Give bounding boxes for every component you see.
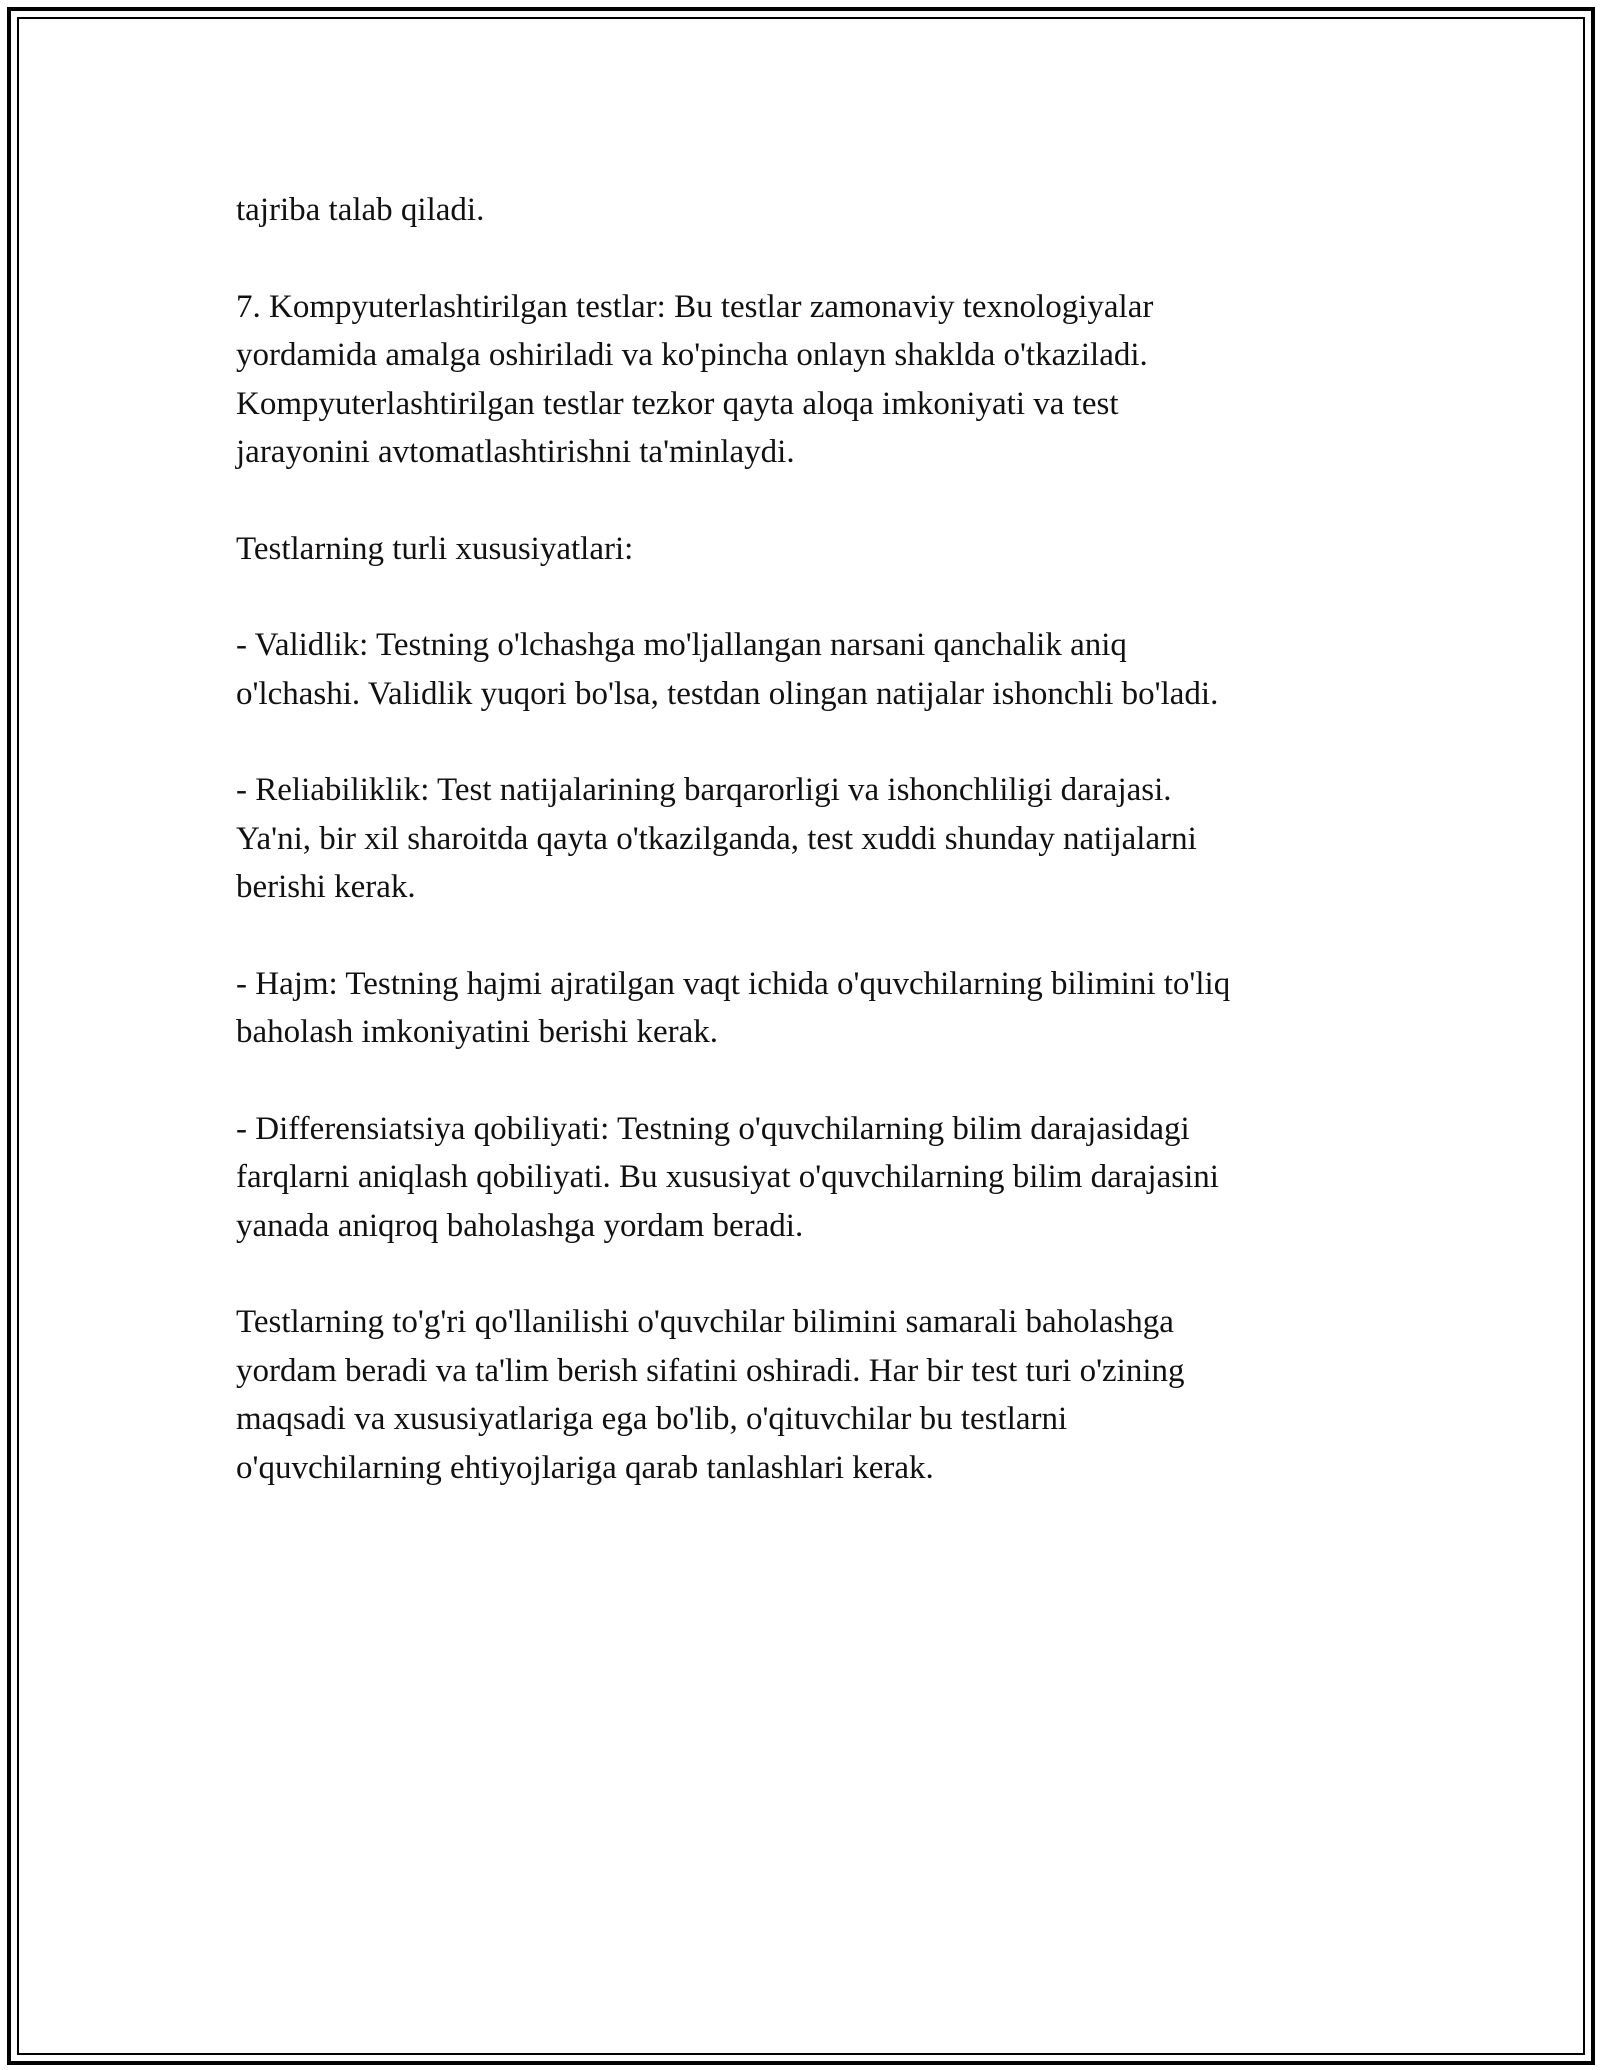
- text-line: Ya'ni, bir xil sharoitda qayta o'tkazilganda, test xuddi shunday natijalarni: [236, 820, 1197, 857]
- text-line: tajriba talab qiladi.: [236, 192, 485, 228]
- text-line: berishi kerak.: [236, 869, 416, 905]
- text-line: - Reliabiliklik: Test natijalarining barqarorligi va ishonchliligi darajasi.: [236, 772, 1172, 808]
- text-line: farqlarni aniqlash qobiliyati. Bu xususiyat o'quvchilarning bilim darajasini: [236, 1159, 1219, 1195]
- section-heading-test-properties: [236, 525, 1376, 574]
- text-line: - Differensiatsiya qobiliyati: Testning o'quvchilarning bilim darajasidagi: [236, 1110, 1190, 1147]
- text-line: yordam beradi va ta'lim berish sifatini oshiradi. Har bir test turi o'zining: [236, 1352, 1185, 1389]
- text-line: jarayonini avtomatlashtirishni ta'minlaydi.: [236, 434, 795, 470]
- list-item-reliability: [236, 766, 1376, 912]
- text-line: maqsadi va xususiyatlariga ega bo'lib, o'qituvchilar bu testlarni: [236, 1401, 1068, 1437]
- text-line: - Hajm: Testning hajmi ajratilgan vaqt ichida o'quvchilarning bilimini to'liq: [236, 965, 1231, 1002]
- paragraph-computerized-tests: [236, 283, 1376, 477]
- text-line: Testlarning turli xususiyatlari:: [236, 530, 634, 567]
- text-line: o'quvchilarning ehtiyojlariga qarab tanlashlari kerak.: [236, 1449, 934, 1486]
- text-line: - Validlik: Testning o'lchashga mo'ljallangan narsani qanchalik aniq: [236, 627, 1127, 663]
- paragraph-conclusion: [236, 1298, 1376, 1492]
- list-item-validity: [236, 621, 1376, 718]
- text-line: Testlarning to'g'ri qo'llanilishi o'quvchilar bilimini samarali baholashga: [236, 1304, 1174, 1340]
- text-line: baholash imkoniyatini berishi kerak.: [236, 1014, 719, 1050]
- text-line: Kompyuterlashtirilgan testlar tezkor qayta aloqa imkoniyati va test: [236, 385, 1119, 422]
- list-item-volume: [236, 960, 1376, 1057]
- text-line: yordamida amalga oshiriladi va ko'pincha onlayn shaklda o'tkaziladi.: [236, 337, 1148, 373]
- paragraph-continuation: [236, 186, 1376, 235]
- text-line: yanada aniqroq baholashga yordam beradi.: [236, 1207, 804, 1244]
- text-line: 7. Kompyuterlashtirilgan testlar: Bu testlar zamonaviy texnologiyalar: [236, 288, 1154, 325]
- list-item-differentiation: [236, 1105, 1376, 1251]
- document-body: [236, 186, 1376, 1540]
- text-line: o'lchashi. Validlik yuqori bo'lsa, testdan olingan natijalar ishonchli bo'ladi.: [236, 675, 1219, 712]
